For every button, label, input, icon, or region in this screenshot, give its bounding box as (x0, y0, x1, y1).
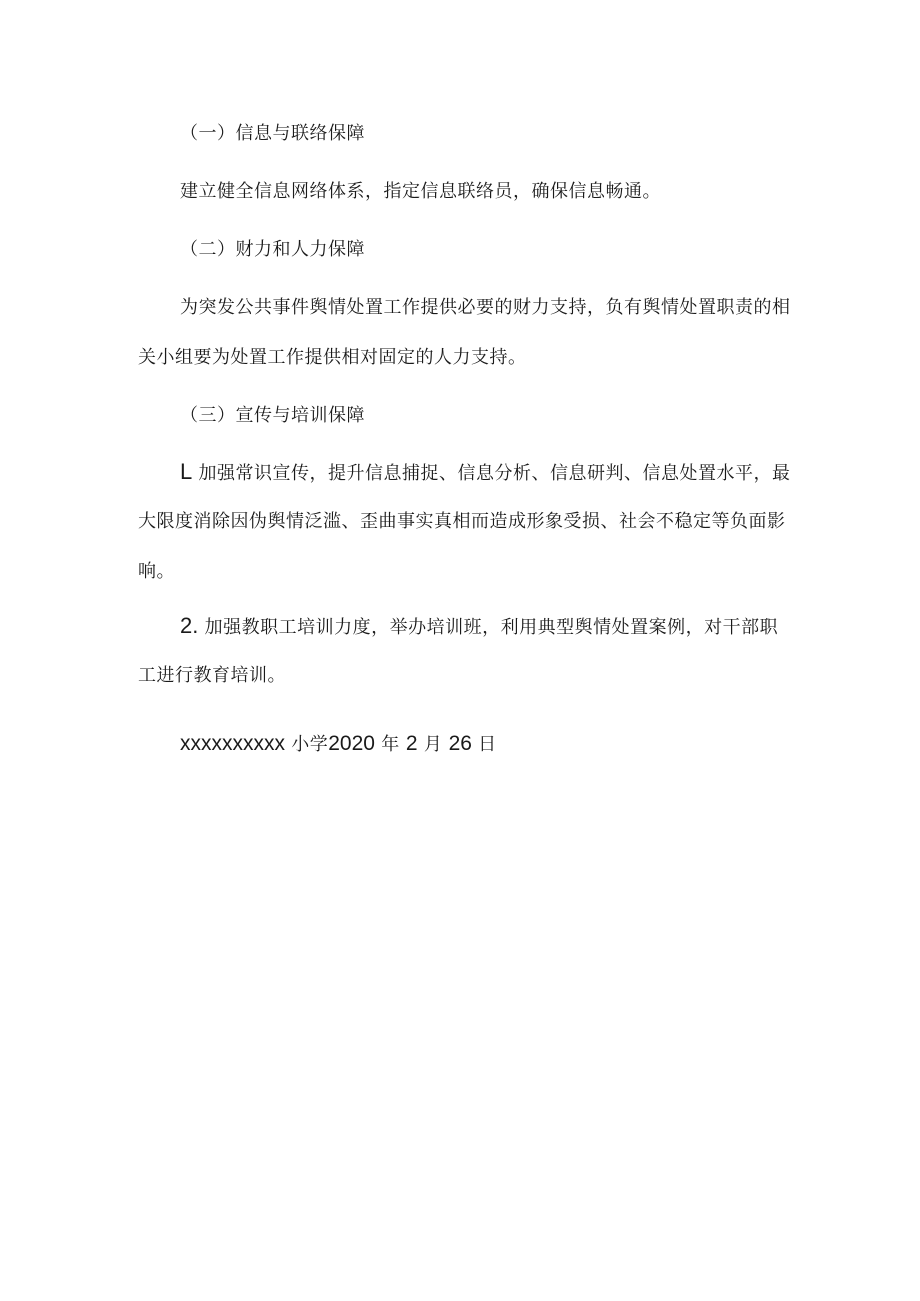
signature-year: 2020 (328, 732, 375, 755)
signature-year-unit: 年 (381, 734, 400, 755)
signature-school-name: xxxxxxxxxx (180, 732, 285, 755)
signature-month-unit: 月 (423, 734, 443, 755)
signature-line (180, 732, 497, 757)
item1-marker: L (180, 459, 193, 484)
section1-heading: （一）信息与联络保障 (180, 123, 365, 144)
signature-school-suffix: 小学 (291, 734, 329, 755)
item2-marker: 2. (180, 613, 199, 638)
section3-item1-line1 (180, 460, 790, 486)
signature-day: 26 (448, 732, 472, 755)
section1-body: 建立健全信息网络体系，指定信息联络员，确保信息畅通。 (180, 181, 661, 202)
section3-item1-line2: 大限度消除因伪舆情泛滥、歪曲事实真相而造成形象受损、社会不稳定等负面影 (138, 511, 786, 532)
signature-day-unit: 日 (478, 734, 497, 755)
item2-text-line1: 加强教职工培训力度，举办培训班，利用典型舆情处置案例，对干部职 (204, 617, 779, 638)
section3-heading: （三）宣传与培训保障 (180, 405, 365, 426)
section3-item2-line2: 工进行教育培训。 (138, 665, 286, 686)
item1-text-line1: 加强常识宣传，提升信息捕捉、信息分析、信息研判、信息处置水平，最 (198, 463, 791, 484)
section2-body-line1: 为突发公共事件舆情处置工作提供必要的财力支持，负有舆情处置职责的相 (180, 297, 791, 318)
section2-heading: （二）财力和人力保障 (180, 239, 365, 260)
section2-body-line2: 关小组要为处置工作提供相对固定的人力支持。 (138, 347, 527, 368)
section3-item2-line1 (180, 614, 778, 640)
section3-item1-line3: 响。 (138, 561, 175, 582)
signature-month: 2 (405, 732, 418, 755)
